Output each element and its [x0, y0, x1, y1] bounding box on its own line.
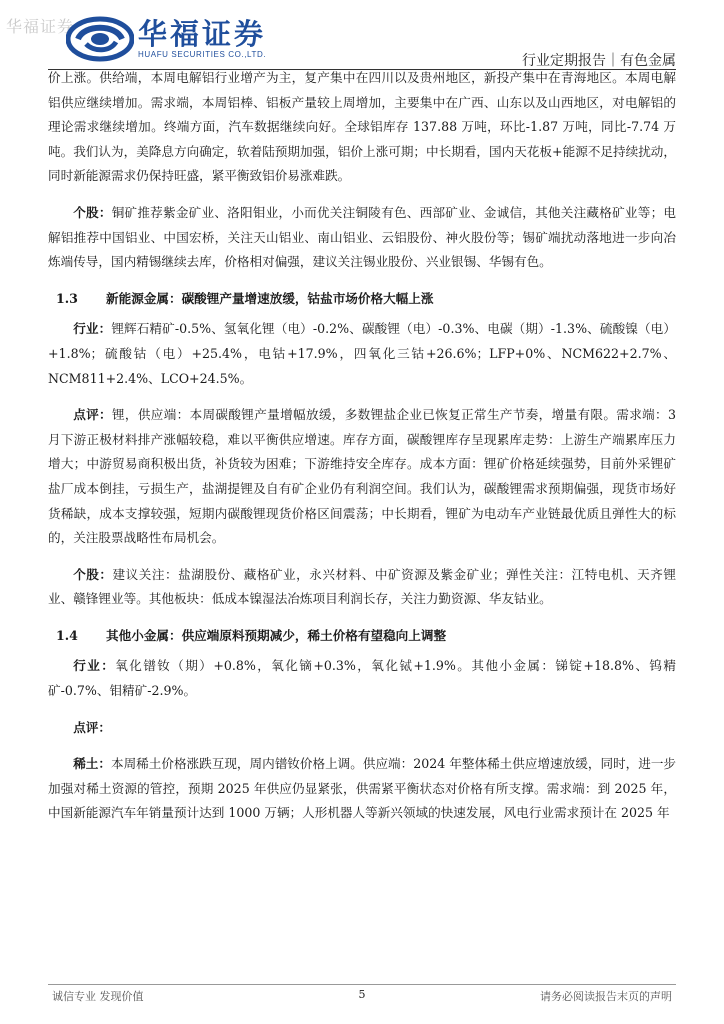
huafu-logo-icon	[66, 16, 134, 62]
industry-text: 锂辉石精矿-0.5%、氢氧化锂（电）-0.2%、碳酸锂（电）-0.3%、电碳（期）-1.3%、硫酸镍（电）+1.8%；硫酸钴（电）+25.4%，电钴+17.9%，四氧化三钴+26.6%；LFP+0%、NCM622+2.7%、NCM811+2.4%、LCO+24.5%。	[48, 321, 676, 386]
aluminum-analysis-paragraph: 价上涨。供给端，本周电解铝行业增产为主，复产集中在四川以及贵州地区，新投产集中在青海地区。本周电解铝供应继续增加。需求端，本周铝棒、铝板产量较上周增加，主要集中在广西、山东以及山西地区，对电解铝的理论需求继续增加。终端方面，汽车数据继续向好。全球铝库存 137.88 万吨，环比-1.87 万吨，同比-7.74 万吨。我们认为，美降息方向确定，软着陆预期加强，铝价上涨可期；中长期看，国内天花板+能源不足持续扰动，同时新能源需求仍保持旺盛，紧平衡致铝价易涨难跌。	[48, 70, 676, 184]
stocks-label: 个股：	[73, 566, 113, 582]
stocks-paragraph-base-metals	[48, 201, 676, 275]
rare-earth-label: 稀土：	[73, 756, 111, 772]
comment-text: 锂，供应端：本周碳酸锂产量增幅放缓，多数锂盐企业已恢复正常生产节奏，增量有限。需求端：3 月下游正极材料排产涨幅较稳，难以平衡供应增速。库存方面，碳酸锂库存呈现累库走势：上游生产端累库压力增大；中游贸易商积极出货，补货较为困难；下游维持安全库存。成本方面：锂矿价格延续强势，目前外采锂矿盐厂成本倒挂，亏损生产，盐湖提锂及自有矿企业仍有利润空间。我们认为，碳酸锂需求预期偏强，现货市场好货稀缺，成本支撑较强，短期内碳酸锂现货价格区间震荡；中长期看，锂矿为电动车产业链最优质且弹性大的标的，关注股票战略性布局机会。	[48, 407, 677, 546]
logo-english-name: HUAFU SECURITIES CO.,LTD.	[138, 50, 267, 59]
page-number: 5	[358, 988, 366, 1001]
comment-label: 点评：	[73, 407, 112, 423]
section-heading-1-3	[48, 287, 676, 312]
stocks-label: 个股：	[73, 204, 112, 220]
footer-slogan: 诚信专业 发现价值	[52, 990, 144, 1003]
industry-text: 氧化镨钕（期）+0.8%，氧化镝+0.3%，氧化铽+1.9%。其他小金属：锑锭+18.8%、钨精矿-0.7%、钼精矿-2.9%。	[48, 658, 677, 699]
report-body	[48, 66, 676, 826]
comment-label: 点评：	[73, 719, 111, 735]
footer-divider	[48, 984, 676, 985]
footer-disclaimer: 请务必阅读报告末页的声明	[540, 990, 672, 1003]
industry-label: 行业：	[73, 658, 116, 674]
section-number: 1.4	[56, 627, 78, 643]
page-header	[0, 0, 724, 70]
stocks-text: 建议关注：盐湖股份、藏格矿业，永兴材料、中矿资源及紫金矿业；弹性关注：江特电机、天齐锂业、赣锋锂业等。其他板块：低成本镍湿法冶炼项目利润长存，关注力勤资源、华友钴业。	[48, 566, 677, 607]
comment-heading-minor-metals	[48, 716, 676, 741]
section-title: 其他小金属：供应端原料预期减少，稀土价格有望稳向上调整	[106, 627, 447, 643]
industry-paragraph-minor-metals	[48, 654, 676, 703]
industry-label: 行业：	[73, 321, 112, 337]
watermark: 华福证券	[6, 17, 75, 36]
comment-paragraph-lithium	[48, 403, 676, 551]
section-title: 新能源金属：碳酸锂产量增速放缓，钴盐市场价格大幅上涨	[106, 290, 434, 306]
company-logo	[66, 16, 266, 62]
logo-chinese-name: 华福证券	[138, 17, 267, 51]
section-number: 1.3	[56, 290, 78, 306]
rare-earth-paragraph	[48, 752, 676, 826]
report-type-label: 行业定期报告｜有色金属	[522, 53, 676, 69]
section-heading-1-4	[48, 624, 676, 649]
rare-earth-text: 本周稀土价格涨跌互现，周内镨钕价格上调。供应端：2024 年整体稀土供应增速放缓，同时，进一步加强对稀土资源的管控，预期 2025 年供应仍显紧张，供需紧平衡状态对价格有所支撑。需求端：到 2025 年，中国新能源汽车年销量预计达到 1000 万辆；人形机器人等新兴领域的快速发展，风电行业需求预计在 2025 年	[48, 756, 677, 821]
stocks-paragraph-new-energy	[48, 563, 676, 612]
stocks-text: 铜矿推荐紫金矿业、洛阳钼业，小而优关注铜陵有色、西部矿业、金诚信，其他关注藏格矿业等；电解铝推荐中国铝业、中国宏桥，关注天山铝业、南山铝业、云铝股份、神火股份等；锡矿端扰动落地进一步向冶炼端传导，国内精锡继续去库，价格相对偏强，建议关注锡业股份、兴业银锡、华锡有色。	[48, 204, 677, 270]
industry-paragraph-new-energy	[48, 317, 676, 391]
